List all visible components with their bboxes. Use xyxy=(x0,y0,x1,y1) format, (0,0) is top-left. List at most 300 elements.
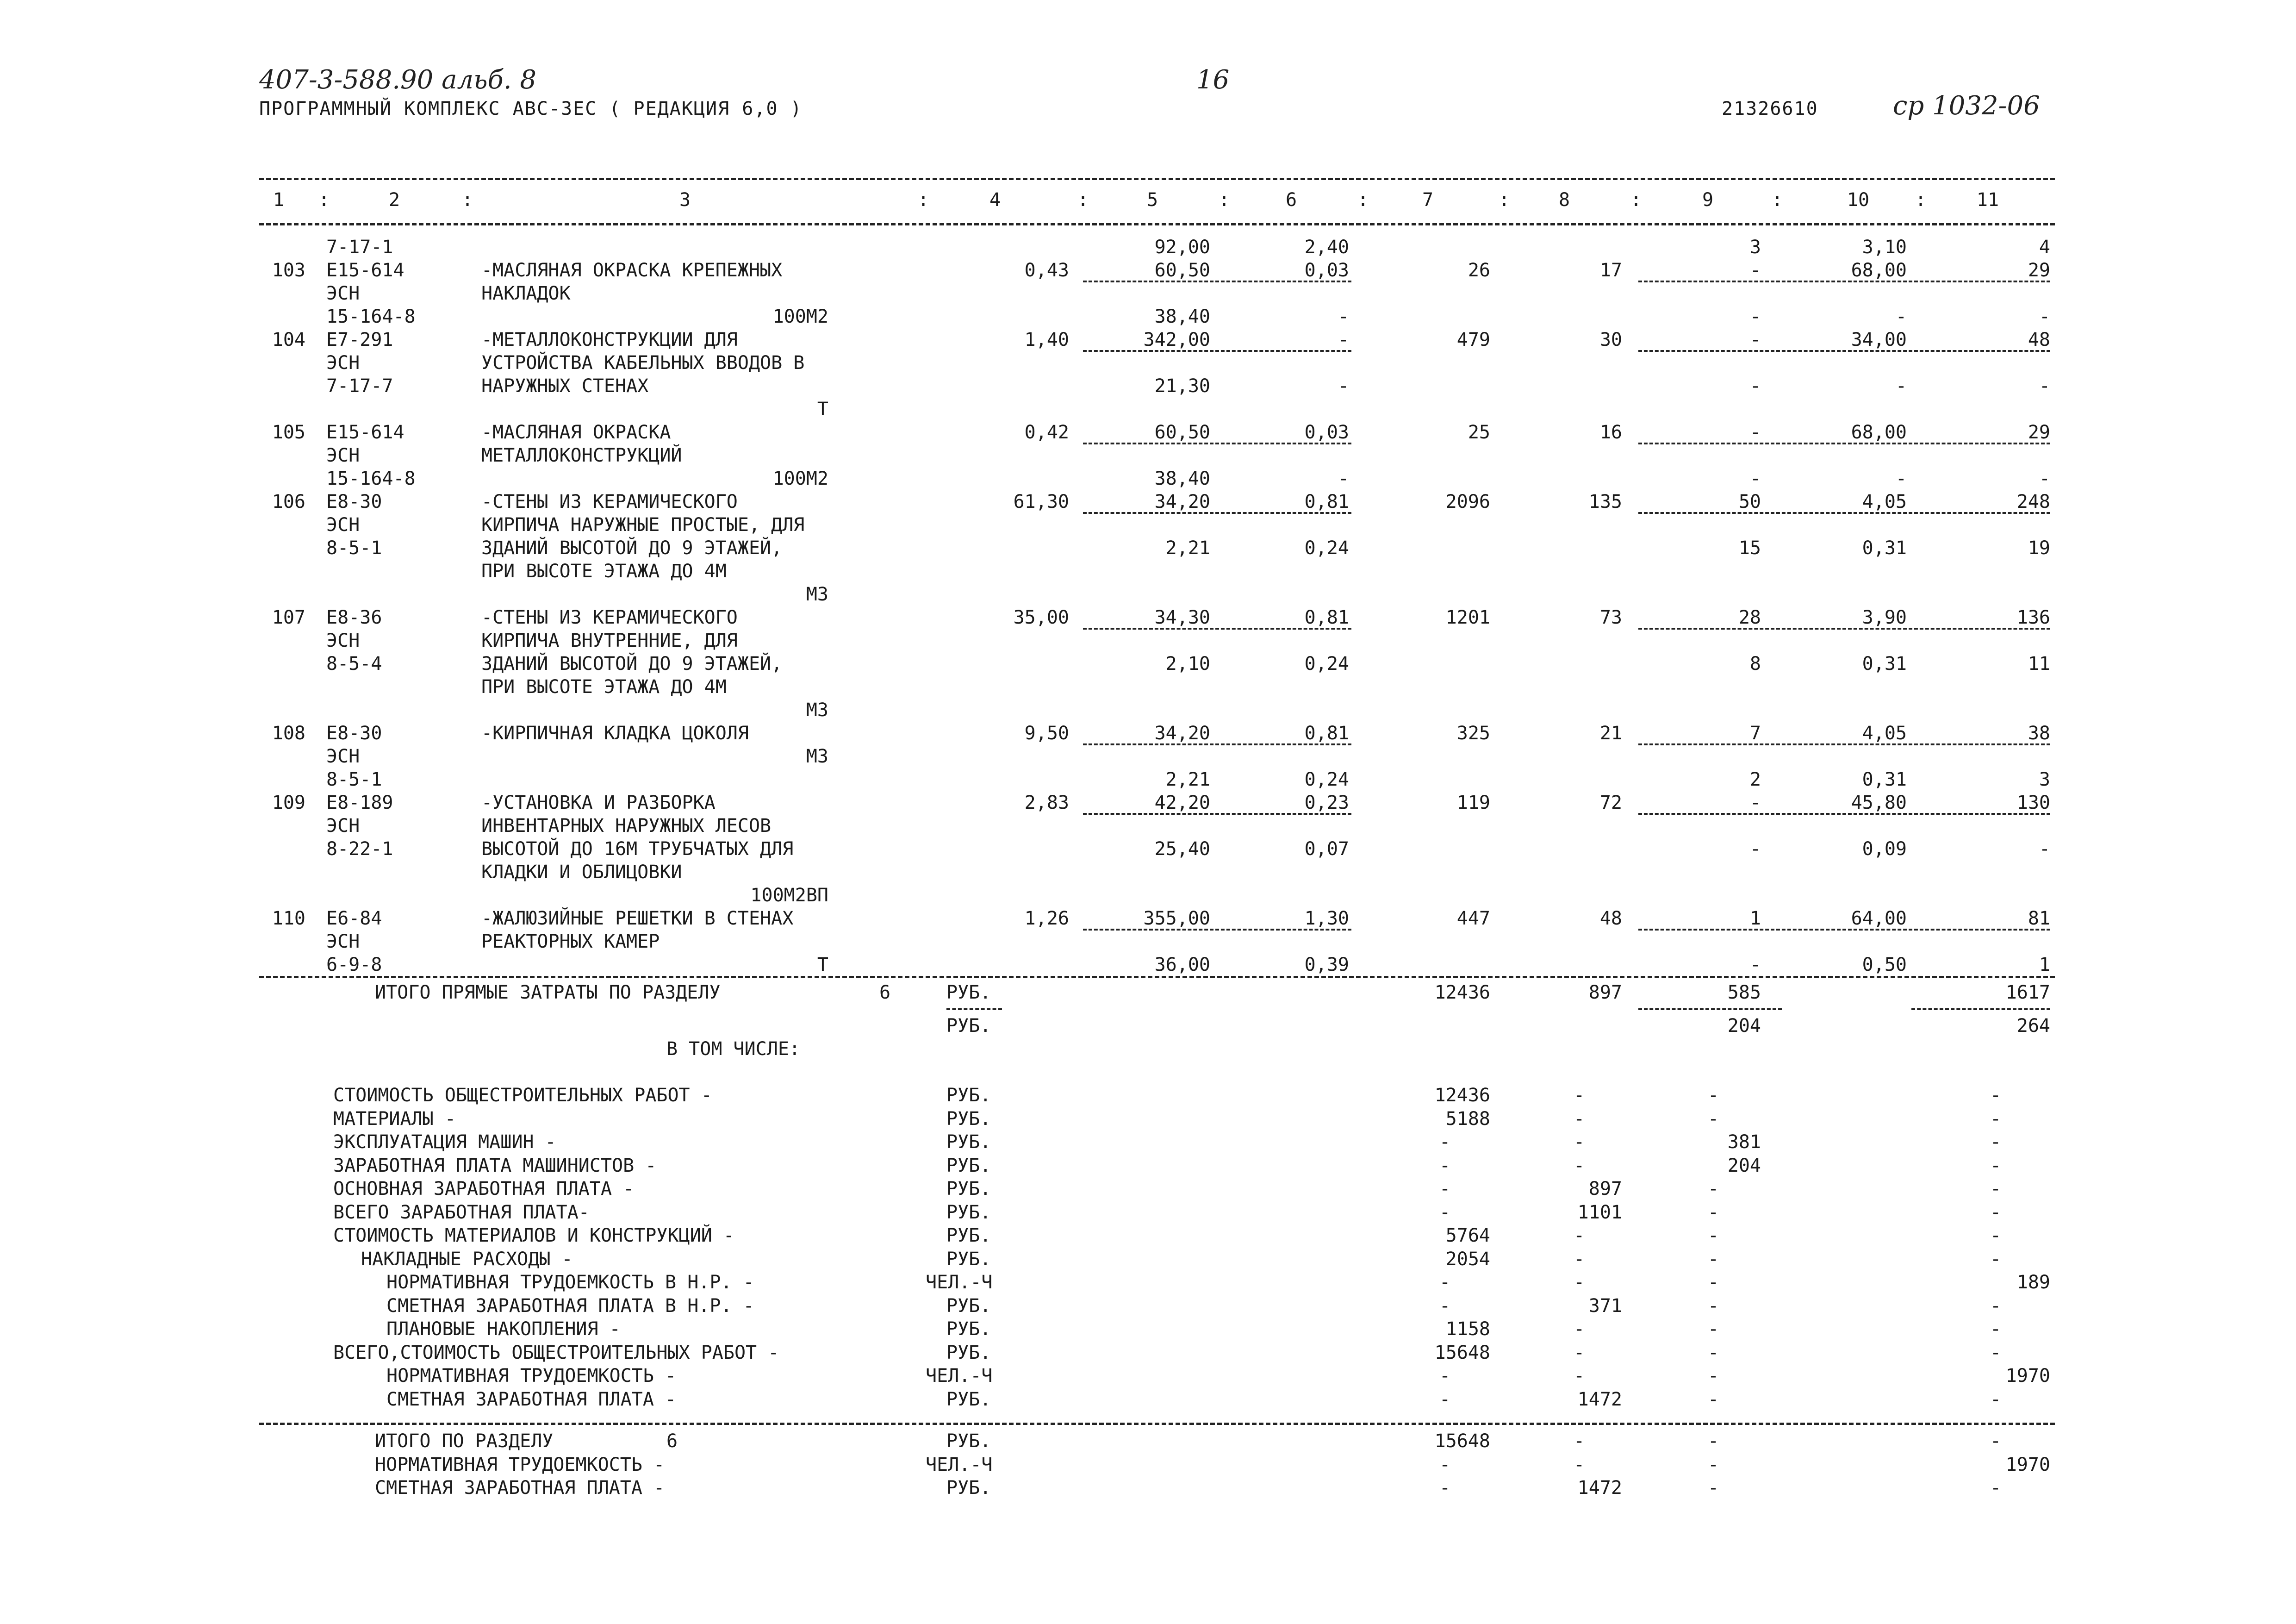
summary-unit: РУБ. xyxy=(946,1131,991,1153)
unit-of-measure: Т xyxy=(817,399,828,420)
cell-c6: 0,81 xyxy=(1304,723,1349,744)
norm-code: Е8-189 xyxy=(326,792,393,813)
summary-c9: - xyxy=(1708,1342,1719,1363)
summary-unit: ЧЕЛ.-Ч xyxy=(926,1365,993,1387)
summary-c7: - xyxy=(1439,1178,1451,1199)
cell-qty: 2,83 xyxy=(1024,792,1069,813)
summary-c9: - xyxy=(1708,1365,1719,1387)
work-description: ЗДАНИЙ ВЫСОТОЙ ДО 9 ЭТАЖЕЙ, xyxy=(481,653,783,675)
norm-code: 8-22-1 xyxy=(326,838,393,860)
cell-c6: 0,07 xyxy=(1304,838,1349,860)
summary-c9: - xyxy=(1708,1108,1719,1130)
work-description: КИРПИЧА ВНУТРЕННИЕ, ДЛЯ xyxy=(481,630,738,651)
unit-price-divider xyxy=(1638,281,2050,282)
cell-c8: 73 xyxy=(1599,607,1622,628)
summary-c8: - xyxy=(1574,1272,1585,1293)
summary-c7: - xyxy=(1439,1272,1451,1293)
summary-unit: РУБ. xyxy=(946,1388,991,1410)
column-number-9: 9 xyxy=(1702,189,1714,211)
summary-c7: - xyxy=(1439,1201,1451,1223)
column-number-7: 7 xyxy=(1422,189,1434,211)
cell-c7: 2096 xyxy=(1445,491,1490,512)
summary-c11: - xyxy=(1990,1178,2002,1199)
summary-label: НОРМАТИВНАЯ ТРУДОЕМКОСТЬ - xyxy=(386,1365,677,1387)
column-separator: : xyxy=(1498,189,1510,211)
unit-price-divider xyxy=(1083,281,1351,282)
cell-c11: 11 xyxy=(2028,653,2050,675)
document-number: ср 1032-06 xyxy=(1893,91,2040,121)
cell-c9: - xyxy=(1749,468,1761,489)
cell-c10: 45,80 xyxy=(1851,792,1907,813)
section-total-c8: - xyxy=(1574,1454,1585,1475)
summary-c11: - xyxy=(1990,1295,2002,1317)
cell-c6: - xyxy=(1338,329,1349,350)
cell-c9: 28 xyxy=(1738,607,1761,628)
cell-qty: 0,42 xyxy=(1024,422,1069,443)
cell-c5: 2,21 xyxy=(1165,769,1210,790)
column-number-4: 4 xyxy=(989,189,1001,211)
cell-c10: 68,00 xyxy=(1851,260,1907,281)
norm-code: 7-17-1 xyxy=(326,237,393,258)
summary-c7: 12436 xyxy=(1434,1085,1490,1106)
summary-label: СМЕТНАЯ ЗАРАБОТНАЯ ПЛАТА - xyxy=(386,1388,677,1410)
work-description: УСТРОЙСТВА КАБЕЛЬНЫХ ВВОДОВ В xyxy=(481,352,805,374)
cell-c11: - xyxy=(2039,306,2050,327)
summary-c11: - xyxy=(1990,1201,2002,1223)
column-separator: : xyxy=(1771,189,1783,211)
cell-c10: 68,00 xyxy=(1851,422,1907,443)
summary-c9: - xyxy=(1708,1318,1719,1340)
norm-code: ЭСН xyxy=(326,283,360,304)
cell-c11: 29 xyxy=(2028,422,2050,443)
cell-c6: 0,24 xyxy=(1304,769,1349,790)
column-number-5: 5 xyxy=(1146,189,1158,211)
unit-of-measure: Т xyxy=(817,954,828,975)
section-total-c8: 1472 xyxy=(1577,1477,1622,1499)
norm-code: ЭСН xyxy=(326,931,360,952)
work-description: КИРПИЧА НАРУЖНЫЕ ПРОСТЫЕ, ДЛЯ xyxy=(481,514,805,536)
summary-unit: РУБ. xyxy=(946,1342,991,1363)
unit-of-measure: 100М2 xyxy=(772,306,828,327)
summary-label: ЗАРАБОТНАЯ ПЛАТА МАШИНИСТОВ - xyxy=(333,1155,657,1176)
cell-c11: 19 xyxy=(2028,537,2050,559)
cell-c6: 0,03 xyxy=(1304,422,1349,443)
cell-c11: - xyxy=(2039,375,2050,397)
summary-unit: РУБ. xyxy=(946,1201,991,1223)
cell-c9: - xyxy=(1749,306,1761,327)
summary-c11: - xyxy=(1990,1342,2002,1363)
cell-c5: 355,00 xyxy=(1143,908,1210,929)
norm-code: 7-17-7 xyxy=(326,375,393,397)
summary-label: НАКЛАДНЫЕ РАСХОДЫ - xyxy=(361,1248,573,1270)
work-description: НАКЛАДОК xyxy=(481,283,571,304)
summary-c7: - xyxy=(1439,1131,1451,1153)
cell-c10: 3,10 xyxy=(1862,237,1907,258)
unit-price-divider xyxy=(1083,628,1351,630)
unit-price-divider xyxy=(1638,813,2050,815)
unit-of-measure: М3 xyxy=(806,584,828,605)
summary-c9: - xyxy=(1708,1225,1719,1246)
summary-c7: 5764 xyxy=(1445,1225,1490,1246)
cell-c11: 130 xyxy=(2016,792,2050,813)
album-reference: 407-3-588.90 альб. 8 xyxy=(259,65,537,95)
summary-c7: - xyxy=(1439,1155,1451,1176)
column-separator: : xyxy=(318,189,330,211)
cell-c9: - xyxy=(1749,954,1761,975)
cell-c10: 0,31 xyxy=(1862,769,1907,790)
cell-c11: 248 xyxy=(2016,491,2050,512)
cell-c10: 4,05 xyxy=(1862,491,1907,512)
unit-price-divider xyxy=(1083,929,1351,931)
cell-qty: 9,50 xyxy=(1024,723,1069,744)
unit-price-divider xyxy=(1638,350,2050,352)
work-description: РЕАКТОРНЫХ КАМЕР xyxy=(481,931,660,952)
table-header-rule xyxy=(259,223,2055,225)
work-description: -СТЕНЫ ИЗ КЕРАМИЧЕСКОГО xyxy=(481,491,738,512)
summary-c7: - xyxy=(1439,1295,1451,1317)
cell-c11: 81 xyxy=(2028,908,2050,929)
unit-price-divider xyxy=(1083,813,1351,815)
row-number: 104 xyxy=(272,329,305,350)
cell-c6: 2,40 xyxy=(1304,237,1349,258)
column-separator: : xyxy=(917,189,929,211)
cell-c8: 72 xyxy=(1599,792,1622,813)
column-separator: : xyxy=(1915,189,1927,211)
norm-code: Е15-614 xyxy=(326,422,404,443)
direct-total-c9: 585 xyxy=(1727,982,1761,1003)
unit-price-divider xyxy=(1638,929,2050,931)
cell-qty: 0,43 xyxy=(1024,260,1069,281)
summary-unit: РУБ. xyxy=(946,1085,991,1106)
cell-c5: 342,00 xyxy=(1143,329,1210,350)
cell-c5: 60,50 xyxy=(1154,260,1210,281)
cell-c9: 8 xyxy=(1749,653,1761,675)
summary-c7: 15648 xyxy=(1434,1342,1490,1363)
cell-c9: - xyxy=(1749,329,1761,350)
norm-code: ЭСН xyxy=(326,445,360,466)
section-total-c7: - xyxy=(1439,1477,1451,1499)
unit-of-measure: 100М2 xyxy=(772,468,828,489)
unit-price-divider xyxy=(1083,743,1351,745)
summary-c11: 189 xyxy=(2016,1272,2050,1293)
unit-price-divider xyxy=(1083,512,1351,514)
summary-c8: - xyxy=(1574,1155,1585,1176)
section-total-rule xyxy=(259,1423,2055,1425)
table-top-rule xyxy=(259,178,2055,180)
summary-c11: - xyxy=(1990,1108,2002,1130)
cell-c5: 34,30 xyxy=(1154,607,1210,628)
cell-c11: 38 xyxy=(2028,723,2050,744)
cell-c9: - xyxy=(1749,792,1761,813)
cell-c5: 25,40 xyxy=(1154,838,1210,860)
cell-qty: 1,26 xyxy=(1024,908,1069,929)
summary-c8: - xyxy=(1574,1131,1585,1153)
totals-rule xyxy=(259,976,2055,978)
cell-c8: 48 xyxy=(1599,908,1622,929)
summary-c9: - xyxy=(1708,1295,1719,1317)
cell-c10: - xyxy=(1895,306,1907,327)
cell-c11: 3 xyxy=(2039,769,2050,790)
column-number-6: 6 xyxy=(1285,189,1297,211)
cell-c7: 447 xyxy=(1456,908,1490,929)
cell-c6: 0,03 xyxy=(1304,260,1349,281)
cell-c6: 0,23 xyxy=(1304,792,1349,813)
section-total-unit: ЧЕЛ.-Ч xyxy=(926,1454,993,1475)
cell-c9: 1 xyxy=(1749,908,1761,929)
cell-c11: 4 xyxy=(2039,237,2050,258)
summary-label: СМЕТНАЯ ЗАРАБОТНАЯ ПЛАТА В Н.Р. - xyxy=(386,1295,754,1317)
summary-label: СТОИМОСТЬ ОБЩЕСТРОИТЕЛЬНЫХ РАБОТ - xyxy=(333,1085,712,1106)
work-description: ИНВЕНТАРНЫХ НАРУЖНЫХ ЛЕСОВ xyxy=(481,815,772,837)
cell-c9: 15 xyxy=(1738,537,1761,559)
totals-divider xyxy=(1638,1008,1782,1010)
column-separator: : xyxy=(1357,189,1369,211)
section-total-label: НОРМАТИВНАЯ ТРУДОЕМКОСТЬ - xyxy=(375,1454,665,1475)
cell-c10: 0,09 xyxy=(1862,838,1907,860)
work-description: НАРУЖНЫХ СТЕНАХ xyxy=(481,375,649,397)
cell-c5: 36,00 xyxy=(1154,954,1210,975)
work-description: -МАСЛЯНАЯ ОКРАСКА КРЕПЕЖНЫХ xyxy=(481,260,783,281)
direct-total-section: 6 xyxy=(879,982,891,1003)
direct-total-c11b: 264 xyxy=(2016,1015,2050,1037)
cell-c11: - xyxy=(2039,838,2050,860)
unit-of-measure: 100М2ВП xyxy=(750,885,828,906)
section-total-c9: - xyxy=(1708,1430,1719,1452)
column-number-11: 11 xyxy=(1976,189,1999,211)
norm-code: Е8-36 xyxy=(326,607,382,628)
summary-c8: - xyxy=(1574,1365,1585,1387)
summary-c9: - xyxy=(1708,1085,1719,1106)
cell-c10: 0,31 xyxy=(1862,537,1907,559)
work-description: -ЖАЛЮЗИЙНЫЕ РЕШЕТКИ В СТЕНАХ xyxy=(481,908,794,929)
cell-c5: 34,20 xyxy=(1154,491,1210,512)
cell-c5: 42,20 xyxy=(1154,792,1210,813)
cell-c9: - xyxy=(1749,838,1761,860)
row-number: 108 xyxy=(272,723,305,744)
work-description: -УСТАНОВКА И РАЗБОРКА xyxy=(481,792,716,813)
summary-c11: - xyxy=(1990,1248,2002,1270)
direct-total-c11: 1617 xyxy=(2005,982,2050,1003)
section-total-c11: 1970 xyxy=(2005,1454,2050,1475)
work-description: -СТЕНЫ ИЗ КЕРАМИЧЕСКОГО xyxy=(481,607,738,628)
summary-unit: РУБ. xyxy=(946,1178,991,1199)
work-description: ЗДАНИЙ ВЫСОТОЙ ДО 9 ЭТАЖЕЙ, xyxy=(481,537,783,559)
unit-price-divider xyxy=(1638,443,2050,444)
row-number: 109 xyxy=(272,792,305,813)
summary-c11: - xyxy=(1990,1155,2002,1176)
row-number: 106 xyxy=(272,491,305,512)
unit-price-divider xyxy=(1638,512,2050,514)
unit-of-measure: М3 xyxy=(806,746,828,767)
section-total-c9: - xyxy=(1708,1454,1719,1475)
cell-c11: - xyxy=(2039,468,2050,489)
cell-c7: 479 xyxy=(1456,329,1490,350)
cell-c11: 29 xyxy=(2028,260,2050,281)
column-number-1: 1 xyxy=(273,189,285,211)
summary-c8: 897 xyxy=(1588,1178,1622,1199)
cell-c11: 136 xyxy=(2016,607,2050,628)
norm-code: 15-164-8 xyxy=(326,306,416,327)
cell-qty: 1,40 xyxy=(1024,329,1069,350)
including-heading: В ТОМ ЧИСЛЕ: xyxy=(666,1038,800,1060)
summary-c9: - xyxy=(1708,1178,1719,1199)
cell-c10: 34,00 xyxy=(1851,329,1907,350)
work-description: ПРИ ВЫСОТЕ ЭТАЖА ДО 4М xyxy=(481,561,727,582)
cell-c9: 2 xyxy=(1749,769,1761,790)
summary-c9: - xyxy=(1708,1248,1719,1270)
section-total-c7: 15648 xyxy=(1434,1430,1490,1452)
summary-c7: - xyxy=(1439,1388,1451,1410)
summary-c8: - xyxy=(1574,1342,1585,1363)
summary-c8: 1472 xyxy=(1577,1388,1622,1410)
section-total-c7: - xyxy=(1439,1454,1451,1475)
cell-c7: 26 xyxy=(1468,260,1490,281)
norm-code: ЭСН xyxy=(326,514,360,536)
norm-code: Е8-30 xyxy=(326,491,382,512)
summary-c8: 371 xyxy=(1588,1295,1622,1317)
summary-c7: 1158 xyxy=(1445,1318,1490,1340)
section-total-label: СМЕТНАЯ ЗАРАБОТНАЯ ПЛАТА - xyxy=(375,1477,665,1499)
cell-c10: 4,05 xyxy=(1862,723,1907,744)
column-number-10: 10 xyxy=(1847,189,1870,211)
section-total-c8: - xyxy=(1574,1430,1585,1452)
row-number: 103 xyxy=(272,260,305,281)
direct-total-c7: 12436 xyxy=(1434,982,1490,1003)
cell-c6: - xyxy=(1338,375,1349,397)
norm-code: ЭСН xyxy=(326,630,360,651)
summary-c11: - xyxy=(1990,1225,2002,1246)
norm-code: Е7-291 xyxy=(326,329,393,350)
cell-c5: 2,10 xyxy=(1165,653,1210,675)
cell-c7: 325 xyxy=(1456,723,1490,744)
column-separator: : xyxy=(1630,189,1642,211)
norm-code: ЭСН xyxy=(326,815,360,837)
cell-c10: 0,31 xyxy=(1862,653,1907,675)
norm-code: Е15-614 xyxy=(326,260,404,281)
cell-c5: 38,40 xyxy=(1154,306,1210,327)
unit-of-measure: М3 xyxy=(806,700,828,721)
row-number: 105 xyxy=(272,422,305,443)
cell-c9: 50 xyxy=(1738,491,1761,512)
unit-price-divider xyxy=(1638,628,2050,630)
cell-c6: 0,39 xyxy=(1304,954,1349,975)
cell-c8: 17 xyxy=(1599,260,1622,281)
summary-c11: - xyxy=(1990,1085,2002,1106)
cell-c11: 1 xyxy=(2039,954,2050,975)
cell-c7: 25 xyxy=(1468,422,1490,443)
norm-code: 8-5-1 xyxy=(326,537,382,559)
summary-c8: 1101 xyxy=(1577,1201,1622,1223)
cell-c9: - xyxy=(1749,422,1761,443)
unit-price-divider xyxy=(1638,743,2050,745)
summary-unit: РУБ. xyxy=(946,1318,991,1340)
column-number-2: 2 xyxy=(388,189,400,211)
section-total-c11: - xyxy=(1990,1477,2002,1499)
cell-c6: 1,30 xyxy=(1304,908,1349,929)
summary-c11: 1970 xyxy=(2005,1365,2050,1387)
cell-c11: 48 xyxy=(2028,329,2050,350)
section-total-label: ИТОГО ПО РАЗДЕЛУ xyxy=(375,1430,554,1452)
summary-c9: 204 xyxy=(1727,1155,1761,1176)
cell-c5: 60,50 xyxy=(1154,422,1210,443)
work-description: МЕТАЛЛОКОНСТРУКЦИЙ xyxy=(481,445,682,466)
section-total-c9: - xyxy=(1708,1477,1719,1499)
summary-label: НОРМАТИВНАЯ ТРУДОЕМКОСТЬ В Н.Р. - xyxy=(386,1272,754,1293)
summary-unit: РУБ. xyxy=(946,1108,991,1130)
summary-c8: - xyxy=(1574,1108,1585,1130)
cell-c10: 3,90 xyxy=(1862,607,1907,628)
unit-price-divider xyxy=(1083,350,1351,352)
summary-c9: 381 xyxy=(1727,1131,1761,1153)
summary-unit: РУБ. xyxy=(946,1295,991,1317)
summary-label: ПЛАНОВЫЕ НАКОПЛЕНИЯ - xyxy=(386,1318,621,1340)
summary-unit: ЧЕЛ.-Ч xyxy=(926,1272,993,1293)
norm-code: 6-9-8 xyxy=(326,954,382,975)
cell-c6: - xyxy=(1338,306,1349,327)
column-separator: : xyxy=(1218,189,1230,211)
cell-c5: 34,20 xyxy=(1154,723,1210,744)
work-description: -МАСЛЯНАЯ ОКРАСКА xyxy=(481,422,671,443)
summary-label: СТОИМОСТЬ МАТЕРИАЛОВ И КОНСТРУКЦИЙ - xyxy=(333,1225,734,1246)
norm-code: 15-164-8 xyxy=(326,468,416,489)
cell-c5: 92,00 xyxy=(1154,237,1210,258)
summary-unit: РУБ. xyxy=(946,1225,991,1246)
cell-c10: 0,50 xyxy=(1862,954,1907,975)
row-number: 110 xyxy=(272,908,305,929)
cell-c6: 0,81 xyxy=(1304,491,1349,512)
cell-c6: 0,81 xyxy=(1304,607,1349,628)
currency-divider xyxy=(946,1008,1002,1010)
section-total-unit: РУБ. xyxy=(946,1477,991,1499)
summary-c11: - xyxy=(1990,1131,2002,1153)
summary-c7: 2054 xyxy=(1445,1248,1490,1270)
cell-c8: 21 xyxy=(1599,723,1622,744)
summary-label: ЭКСПЛУАТАЦИЯ МАШИН - xyxy=(333,1131,556,1153)
cell-c6: 0,24 xyxy=(1304,537,1349,559)
summary-label: ВСЕГО,СТОИМОСТЬ ОБЩЕСТРОИТЕЛЬНЫХ РАБОТ - xyxy=(333,1342,779,1363)
column-separator: : xyxy=(461,189,473,211)
direct-total-currency-2: РУБ. xyxy=(946,1015,991,1037)
column-number-3: 3 xyxy=(679,189,691,211)
program-title: ПРОГРАММНЫЙ КОМПЛЕКС АВС-3ЕС ( РЕДАКЦИЯ 6,0 ) xyxy=(259,98,803,119)
work-description: -КИРПИЧНАЯ КЛАДКА ЦОКОЛЯ xyxy=(481,723,749,744)
summary-label: ВСЕГО ЗАРАБОТНАЯ ПЛАТА- xyxy=(333,1201,590,1223)
cell-c5: 2,21 xyxy=(1165,537,1210,559)
summary-c9: - xyxy=(1708,1201,1719,1223)
work-description: КЛАДКИ И ОБЛИЦОВКИ xyxy=(481,862,682,883)
column-separator: : xyxy=(1077,189,1089,211)
cell-c6: 0,24 xyxy=(1304,653,1349,675)
summary-c8: - xyxy=(1574,1318,1585,1340)
summary-label: МАТЕРИАЛЫ - xyxy=(333,1108,456,1130)
row-number: 107 xyxy=(272,607,305,628)
summary-unit: РУБ. xyxy=(946,1248,991,1270)
summary-c7: - xyxy=(1439,1365,1451,1387)
summary-unit: РУБ. xyxy=(946,1155,991,1176)
cell-c10: - xyxy=(1895,468,1907,489)
norm-code: ЭСН xyxy=(326,746,360,767)
cell-qty: 35,00 xyxy=(1013,607,1069,628)
summary-c9: - xyxy=(1708,1272,1719,1293)
summary-c8: - xyxy=(1574,1248,1585,1270)
direct-total-label: ИТОГО ПРЯМЫЕ ЗАТРАТЫ ПО РАЗДЕЛУ xyxy=(375,982,721,1003)
cell-c6: - xyxy=(1338,468,1349,489)
norm-code: 8-5-1 xyxy=(326,769,382,790)
cell-qty: 61,30 xyxy=(1013,491,1069,512)
norm-code: Е6-84 xyxy=(326,908,382,929)
summary-c11: - xyxy=(1990,1388,2002,1410)
summary-label: ОСНОВНАЯ ЗАРАБОТНАЯ ПЛАТА - xyxy=(333,1178,635,1199)
